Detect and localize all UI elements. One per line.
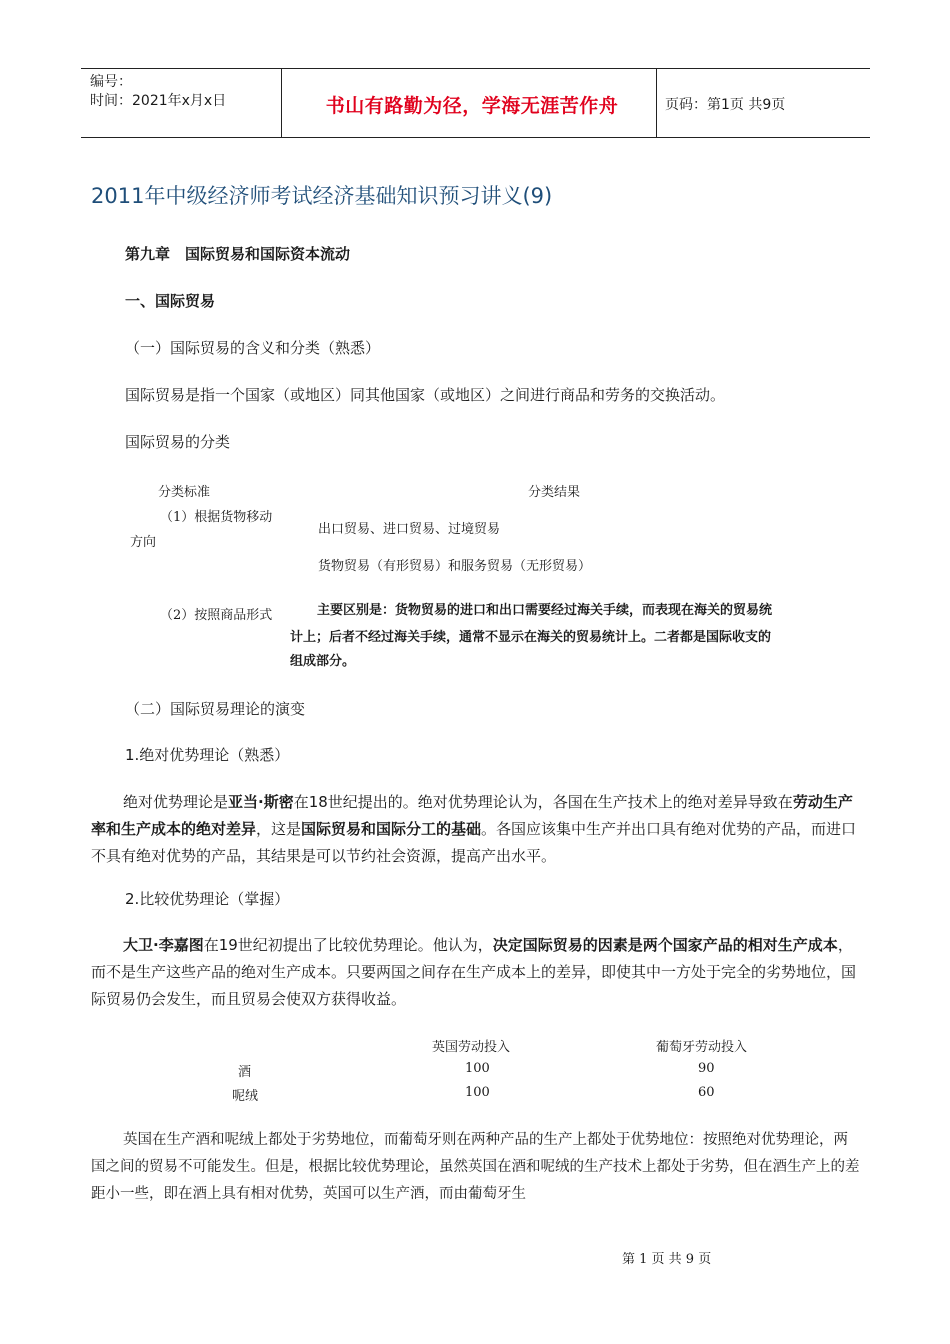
table-header-result: 分类结果 [528,485,581,500]
closing-paragraph: 英国在生产酒和呢绒上都处于劣势地位，而葡萄牙则在两种产品的生产上都处于优势地位：按照绝对优势理论，两国之间的贸易不可能发生。但是，根据比较优势理论，虽然英国在酒和呢绒的生产技术上都处于劣势，但在酒生产上的差距小一些，即在酒上具有相对优势，英国可以生产酒，而由葡萄牙生 [91,1132,860,1202]
theory1-title: 1.绝对优势理论（熟悉） [125,746,290,764]
table-note-line1: 主要区别是：货物贸易的进口和出口需要经过海关手续，而表现在海关的贸易统 [317,603,773,618]
table-row1-standard-cont: 方向 [130,535,157,550]
table-row1-standard: （1）根据货物移动 [160,510,273,525]
number-label: 编号： [90,74,132,90]
header-box [81,68,870,138]
page-info: 页码：第1页 共9页 [665,97,786,113]
labor-table-row-item: 酒 [238,1065,252,1080]
table-row1-result: 出口贸易、进口贸易、过境贸易 [318,522,501,537]
date-label: 时间：2021年x月x日 [90,93,227,109]
page-footer: 第 1 页 共 9 页 [622,1252,712,1267]
table-row2-standard: （2）按照商品形式 [160,608,273,623]
table-note-line2: 计上；后者不经过海关手续，通常不显示在海关的贸易统计上。二者都是国际收支的 [290,630,772,645]
theory1-paragraph: 绝对优势理论是亚当·斯密在18世纪提出的。绝对优势理论认为，各国在生产技术上的绝对差异导致在劳动生产率和生产成本的绝对差异，这是国际贸易和国际分工的基础。各国应该集中生产并出口具有绝对优势的产品，而进口不具有绝对优势的产品，其结果是可以节约社会资源，提高产出水平。 [91,793,857,865]
labor-table-cell: 60 [698,1085,715,1100]
theory2-title: 2.比较优势理论（掌握） [125,890,290,908]
labor-table-cell: 100 [465,1061,490,1076]
labor-table-col-uk: 英国劳动投入 [432,1040,511,1055]
document-title: 2011年中级经济师考试经济基础知识预习讲义(9) [91,184,553,208]
table-row2-result: 货物贸易（有形贸易）和服务贸易（无形贸易） [318,559,592,574]
motto: 书山有路勤为径，学海无涯苦作舟 [325,95,619,117]
labor-table-col-pt: 葡萄牙劳动投入 [656,1040,748,1055]
chapter-heading: 第九章 国际贸易和国际资本流动 [125,245,351,263]
table-header-standard: 分类标准 [158,485,211,500]
definition-text: 国际贸易是指一个国家（或地区）同其他国家（或地区）之间进行商品和劳务的交换活动。 [125,386,726,404]
theory2-paragraph: 大卫·李嘉图在19世纪初提出了比较优势理论。他认为，决定国际贸易的因素是两个国家产品的相对生产成本，而不是生产这些产品的绝对生产成本。只要两国之间存在生产成本上的差异，即使其中一方处于完全的劣势地位，国际贸易仍会发生，而且贸易会使双方获得收益。 [91,936,857,1008]
section-heading: 一、国际贸易 [125,292,216,310]
labor-table-row-item: 呢绒 [232,1089,259,1104]
subsection-heading: （一）国际贸易的含义和分类（熟悉） [125,339,381,357]
labor-table-cell: 100 [465,1085,490,1100]
table-note-line3: 组成部分。 [290,654,356,669]
classification-title: 国际贸易的分类 [125,433,231,451]
header-left [90,73,226,111]
labor-table-cell: 90 [698,1061,715,1076]
subsection2-heading: （二）国际贸易理论的演变 [125,700,306,718]
